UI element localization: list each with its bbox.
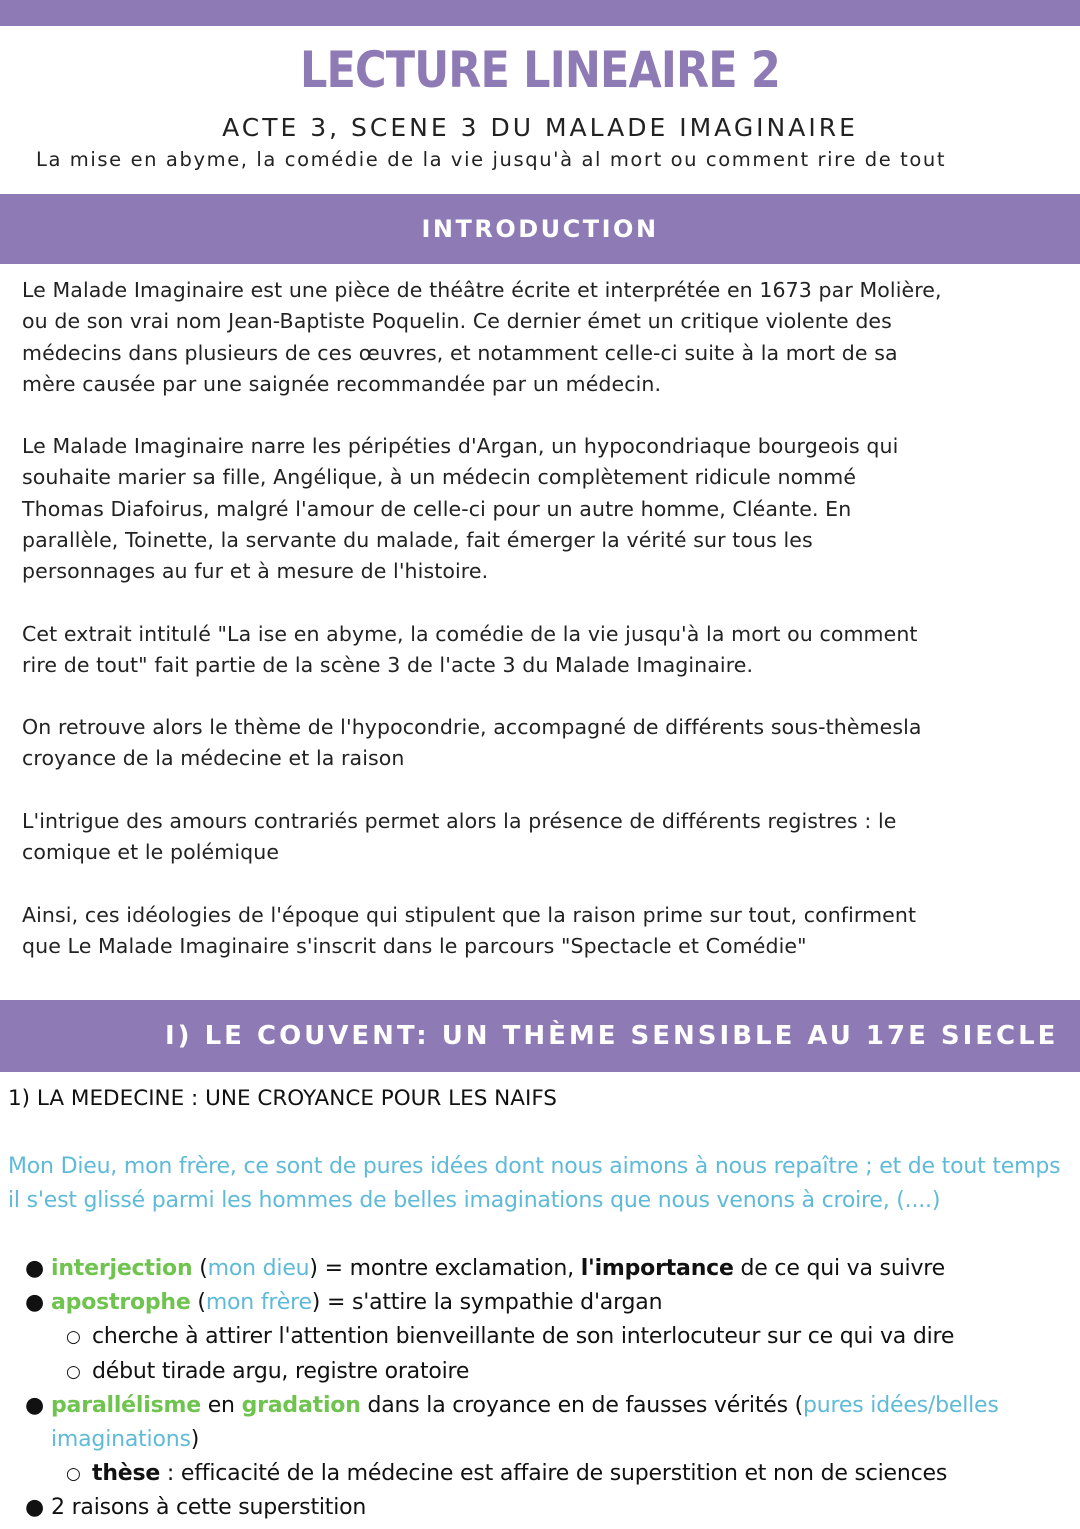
intro-paragraph-2: Le Malade Imaginaire narre les péripéties d'Argan, un hypocondriaque bourgeois qui souhaite marier sa fille, Angélique, à un médecin complètement ridicule nommé Thomas Diafoirus, malgré l'amour de celle-ci pour un autre homme, Cléante. En parallèle, Toinette, la servante du malade, fait émerger la vérité sur tous les personnages au fur et à mesure de l'histoire. (22, 434, 899, 584)
sub-list-item: ○ début tirade argu, registre oratoire (0, 1355, 1080, 1389)
list-item: ● 2 raisons à cette superstition (0, 1491, 1080, 1525)
top-accent-bar (0, 0, 1080, 26)
bullet-dot-icon: ● (25, 1256, 44, 1281)
introduction-heading: INTRODUCTION (0, 194, 1080, 264)
page-subtitle: ACTE 3, SCENE 3 DU MALADE IMAGINAIRE (222, 113, 858, 142)
bullet-circle-icon: ○ (66, 1464, 81, 1485)
page-tagline: La mise en abyme, la comédie de la vie jusqu'à al mort ou comment rire de tout (36, 148, 947, 171)
bullet-dot-icon: ● (25, 1392, 44, 1418)
analysis-list (0, 1252, 1080, 1526)
list-item: ● parallélisme en gradation dans la croyance en de fausses vérités (pures idées/belles imaginations) (0, 1389, 1080, 1457)
intro-paragraph-3: Cet extrait intitulé "La ise en abyme, la comédie de la vie jusqu'à la mort ou comment rire de tout" fait partie de la scène 3 de l'acte 3 du Malade Imaginaire. (22, 622, 918, 678)
list-item: ● apostrophe (mon frère) = s'attire la sympathie d'argan (0, 1286, 1080, 1320)
intro-paragraph-4: On retrouve alors le thème de l'hypocondrie, accompagné de différents sous-thèmesla croyance de la médecine et la raison (22, 715, 922, 771)
sub-list-item: ○ thèse : efficacité de la médecine est affaire de superstition et non de sciences (0, 1457, 1080, 1491)
page-title: LECTURE LINEAIRE 2 (300, 41, 780, 99)
sub-list-item: ○ cherche à attirer l'attention bienveillante de son interlocuteur sur ce qui va dire (0, 1320, 1080, 1354)
bullet-dot-icon: ● (25, 1495, 44, 1521)
bullet-circle-icon: ○ (66, 1327, 81, 1348)
intro-paragraph-5: L'intrigue des amours contrariés permet alors la présence de différents registres : le comique et le polémique (22, 809, 897, 865)
section-one-heading: I) LE COUVENT: UN THÈME SENSIBLE AU 17E SIECLE (0, 1000, 1080, 1072)
intro-paragraph-1: Le Malade Imaginaire est une pièce de théâtre écrite et interprétée en 1673 par Molière, ou de son vrai nom Jean-Baptiste Poquelin. Ce dernier émet un critique violente des médecins dans plusieurs de ces œuvres, et notamment celle-ci suite à la mort de sa mère causée par une saignée recommandée par un médecin. (22, 278, 942, 396)
bullet-dot-icon: ● (25, 1290, 44, 1316)
bullet-circle-icon: ○ (66, 1361, 81, 1382)
list-item: ● interjection (mon dieu) = montre exclamation, l'importance de ce qui va suivre (0, 1252, 1080, 1286)
quoted-text: Mon Dieu, mon frère, ce sont de pures idées dont nous aimons à nous repaître ; et de tout temps il s'est glissé parmi les hommes de belles imaginations que nous venons à croire, (....) (8, 1154, 1061, 1214)
intro-paragraph-6: Ainsi, ces idéologies de l'époque qui stipulent que la raison prime sur tout, confirment que Le Malade Imaginaire s'inscrit dans le parcours "Spectacle et Comédie" (22, 903, 917, 959)
section-one-subheading: 1) LA MEDECINE : UNE CROYANCE POUR LES NAIFS (8, 1086, 557, 1111)
